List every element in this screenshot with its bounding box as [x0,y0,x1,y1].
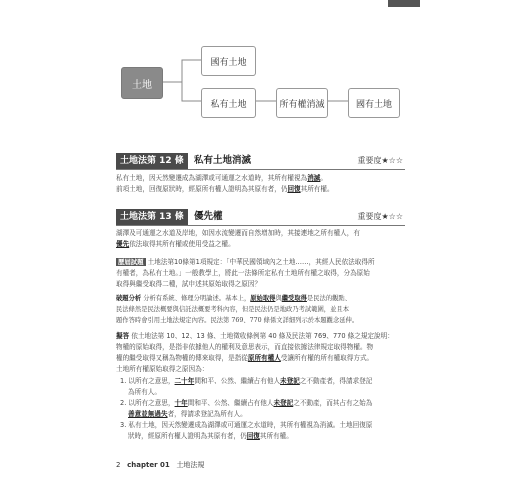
diagram-node-state-land: 國有土地 [201,46,256,76]
article-tag: 土地法第 13 條 [116,209,188,225]
diagram-root: 土地 [121,67,163,99]
analysis-block: 破題分析 分析有系統、條理分明論述。基本上，原始取得與繼受取得是民法的觀點、 民法條然是民法概要與信託法概要考科內容，但是民法仍是地政乃考試範圍，並且本 題作答時會引用土地法規定內容。民法第 769、770 條係文詳細列示於本題觀念延伸。 [116,295,359,324]
diagram-node-state-land-2: 國有土地 [348,88,400,118]
diagram-node-extinction: 所有權消滅 [276,88,328,118]
chapter-title: 土地法規 [176,461,205,469]
chapter-label: chapter 01 [127,461,170,469]
analysis-tag: 破題分析 [116,295,142,302]
exam-question: 歷屆試題 土地法第10條第1項規定：「中華民國領域內之土地……，其經人民依法取得所 有權者，為私有土地。」一般教學上，將此一法條所定私有土地所有權之取得，分為原始 取得與繼受取得二種，試申述其原始取得之原因？ [116,258,375,288]
article-12-text: 私有土地，因天然變遷成為湖澤或可通運之水道時，其所有權視為消滅。 前項土地，回復原狀時，經原所有權人證明為其原有者，仍回復其所有權。 [116,174,334,193]
diagram-node-private-land: 私有土地 [201,88,256,118]
list-item: 3. 私有土地，因天然變遷成為湖澤或可通運之水道時，其所有權視為消滅。土地回復原 狀時，經原所有權人證明為其原有者，仍回復其所有權。 [120,421,373,440]
list-item: 1. 以所有之意思，二十年間和平、公然、繼續占有他人未登記之不動產者，得請求登記 為所有人。 [120,377,373,396]
section-title: 私有土地消滅 [194,155,252,166]
section-header-art13 [116,209,405,226]
diagram-connectors [0,0,520,140]
list-item: 2. 以所有之意思，十年間和平、公然、繼續占有他人未登記之不動產，而其占有之始為 善意並無過失者，得請求登記為所有人。 [120,399,373,418]
importance-rating: 重要度★☆☆ [357,156,403,165]
answer-tag: 擬答 [116,332,130,340]
answer-block: 擬答 依土地法第 10、12、13 條、土地徵收條例第 40 條及民法第 769、770 條之規定說明： 物權的原始取得，是指非依據他人的權利及意思表示，而直接依據法律規定取得物權。物 權的繼受取得又稱為物權的傳來取得，是指從原所有權人受讓所有權的所有權取得方式。 土地所有權原始取得之原因為： [116,332,394,373]
page-footer [116,460,204,470]
article-13-text: 湖澤及可通運之水道及岸地，如因水流變遷而自然增加時，其接連地之所有權人，有 優先依法取得其所有權或使用受益之權。 [116,229,360,248]
exam-tag: 歷屆試題 [118,258,144,266]
section-header-art12 [116,153,405,170]
page-number: 2 [116,461,121,469]
section-title: 優先權 [194,211,223,222]
importance-rating: 重要度★☆☆ [357,212,403,221]
article-tag: 土地法第 12 條 [116,153,188,169]
